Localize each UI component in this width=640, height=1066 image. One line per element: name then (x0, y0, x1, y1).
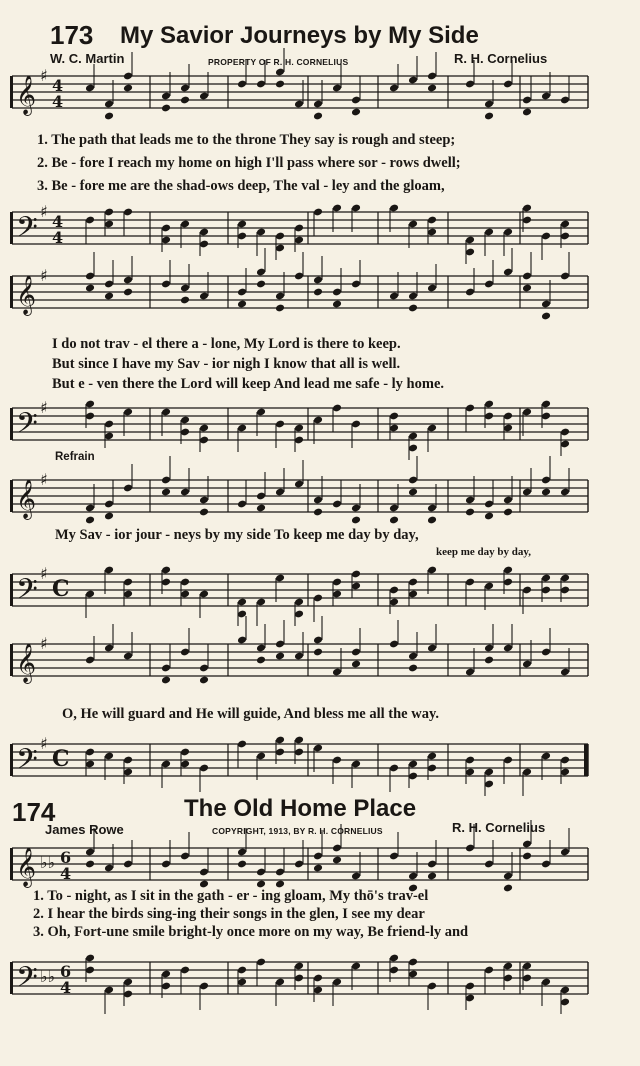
copyright-notice: PROPERTY OF R. H. CORNELIUS (208, 57, 349, 67)
svg-text:♯: ♯ (40, 266, 48, 285)
svg-text:𝄢: 𝄢 (16, 961, 38, 1001)
svg-text:𝄞: 𝄞 (16, 275, 37, 315)
hymn-number: 174 (12, 797, 56, 827)
svg-text:𝄞: 𝄞 (16, 847, 37, 887)
svg-text:C: C (52, 576, 70, 602)
svg-text:𝄢: 𝄢 (16, 573, 38, 613)
svg-text:4: 4 (52, 92, 64, 111)
treble-staff (0, 630, 640, 704)
svg-text:♯: ♯ (40, 398, 48, 417)
svg-text:4: 4 (52, 76, 64, 95)
svg-text:6: 6 (60, 962, 72, 981)
svg-text:4: 4 (60, 978, 72, 997)
lyric-verse-1: 1. To - night, as I sit in the gath - er - ing gloam, My thō's trav-el (33, 888, 429, 904)
refrain-echo: keep me day by day, (436, 546, 532, 558)
svg-text:C: C (52, 746, 70, 772)
svg-text:♯: ♯ (40, 470, 48, 489)
svg-text:𝄞: 𝄞 (16, 479, 37, 519)
svg-text:4: 4 (52, 228, 64, 247)
hymn-number: 173 (50, 20, 94, 50)
svg-text:♯: ♯ (40, 634, 48, 653)
bass-staff (0, 394, 640, 454)
treble-staff (0, 466, 640, 536)
lyric-verse-2: 2. I hear the birds sing-ing their songs in the glen, I see my dear (33, 906, 425, 922)
svg-text:4: 4 (60, 864, 72, 883)
hymn-title: The Old Home Place (184, 795, 417, 822)
lyricist-credit: W. C. Martin (50, 51, 125, 66)
svg-text:♭♭: ♭♭ (40, 853, 56, 872)
treble-staff (0, 62, 640, 142)
lyric-verse-2: 2. Be - fore I reach my home on high I'll pass where sor - rows dwell; (37, 155, 461, 171)
lyricist-credit: James Rowe (45, 822, 124, 837)
svg-text:♯: ♯ (40, 66, 48, 85)
composer-credit: R. H. Cornelius (452, 820, 546, 835)
svg-text:4: 4 (52, 212, 64, 231)
svg-text:𝄢: 𝄢 (16, 743, 38, 783)
treble-staff (0, 262, 640, 342)
lyric-verse-3: But e - ven there the Lord will keep And lead me safe - ly home. (52, 376, 445, 392)
lyric-verse-3: 3. Oh, Fort-une smile bright-ly once more on my way, Be friend-ly and (33, 924, 469, 940)
hymn-title: My Savior Journeys by My Side (120, 22, 479, 49)
bass-staff (0, 198, 640, 258)
bass-staff (0, 560, 640, 620)
lyric-verse-1: I do not trav - el there a - lone, My Lord is there to keep. (52, 336, 401, 352)
svg-text:𝄢: 𝄢 (16, 211, 38, 251)
bass-staff (0, 948, 640, 1008)
svg-text:♯: ♯ (40, 202, 48, 221)
svg-text:♯: ♯ (40, 564, 48, 583)
svg-text:𝄞: 𝄞 (16, 75, 37, 115)
lyric-verse-1: 1. The path that leads me to the throne They say is rough and steep; (37, 132, 456, 148)
refrain-lyric: My Sav - ior jour - neys by my side To keep me day by day, (55, 527, 419, 543)
svg-text:𝄞: 𝄞 (16, 643, 37, 683)
refrain-label: Refrain (55, 451, 95, 463)
svg-text:𝄢: 𝄢 (16, 407, 38, 447)
svg-text:6: 6 (60, 848, 72, 867)
refrain-lyric: O, He will guard and He will guide, And bless me all the way. (62, 706, 440, 722)
lyric-verse-2: But since I have my Sav - ior nigh I know that all is well. (52, 356, 401, 372)
lyric-verse-3: 3. Be - fore me are the shad-ows deep, The val - ley and the gloam, (37, 178, 445, 194)
svg-text:♯: ♯ (40, 734, 48, 753)
copyright-notice: COPYRIGHT, 1913, BY R. H. CORNELIUS (212, 826, 383, 836)
svg-text:♭♭: ♭♭ (40, 967, 56, 986)
bass-staff (0, 730, 640, 790)
composer-credit: R. H. Cornelius (454, 51, 548, 66)
